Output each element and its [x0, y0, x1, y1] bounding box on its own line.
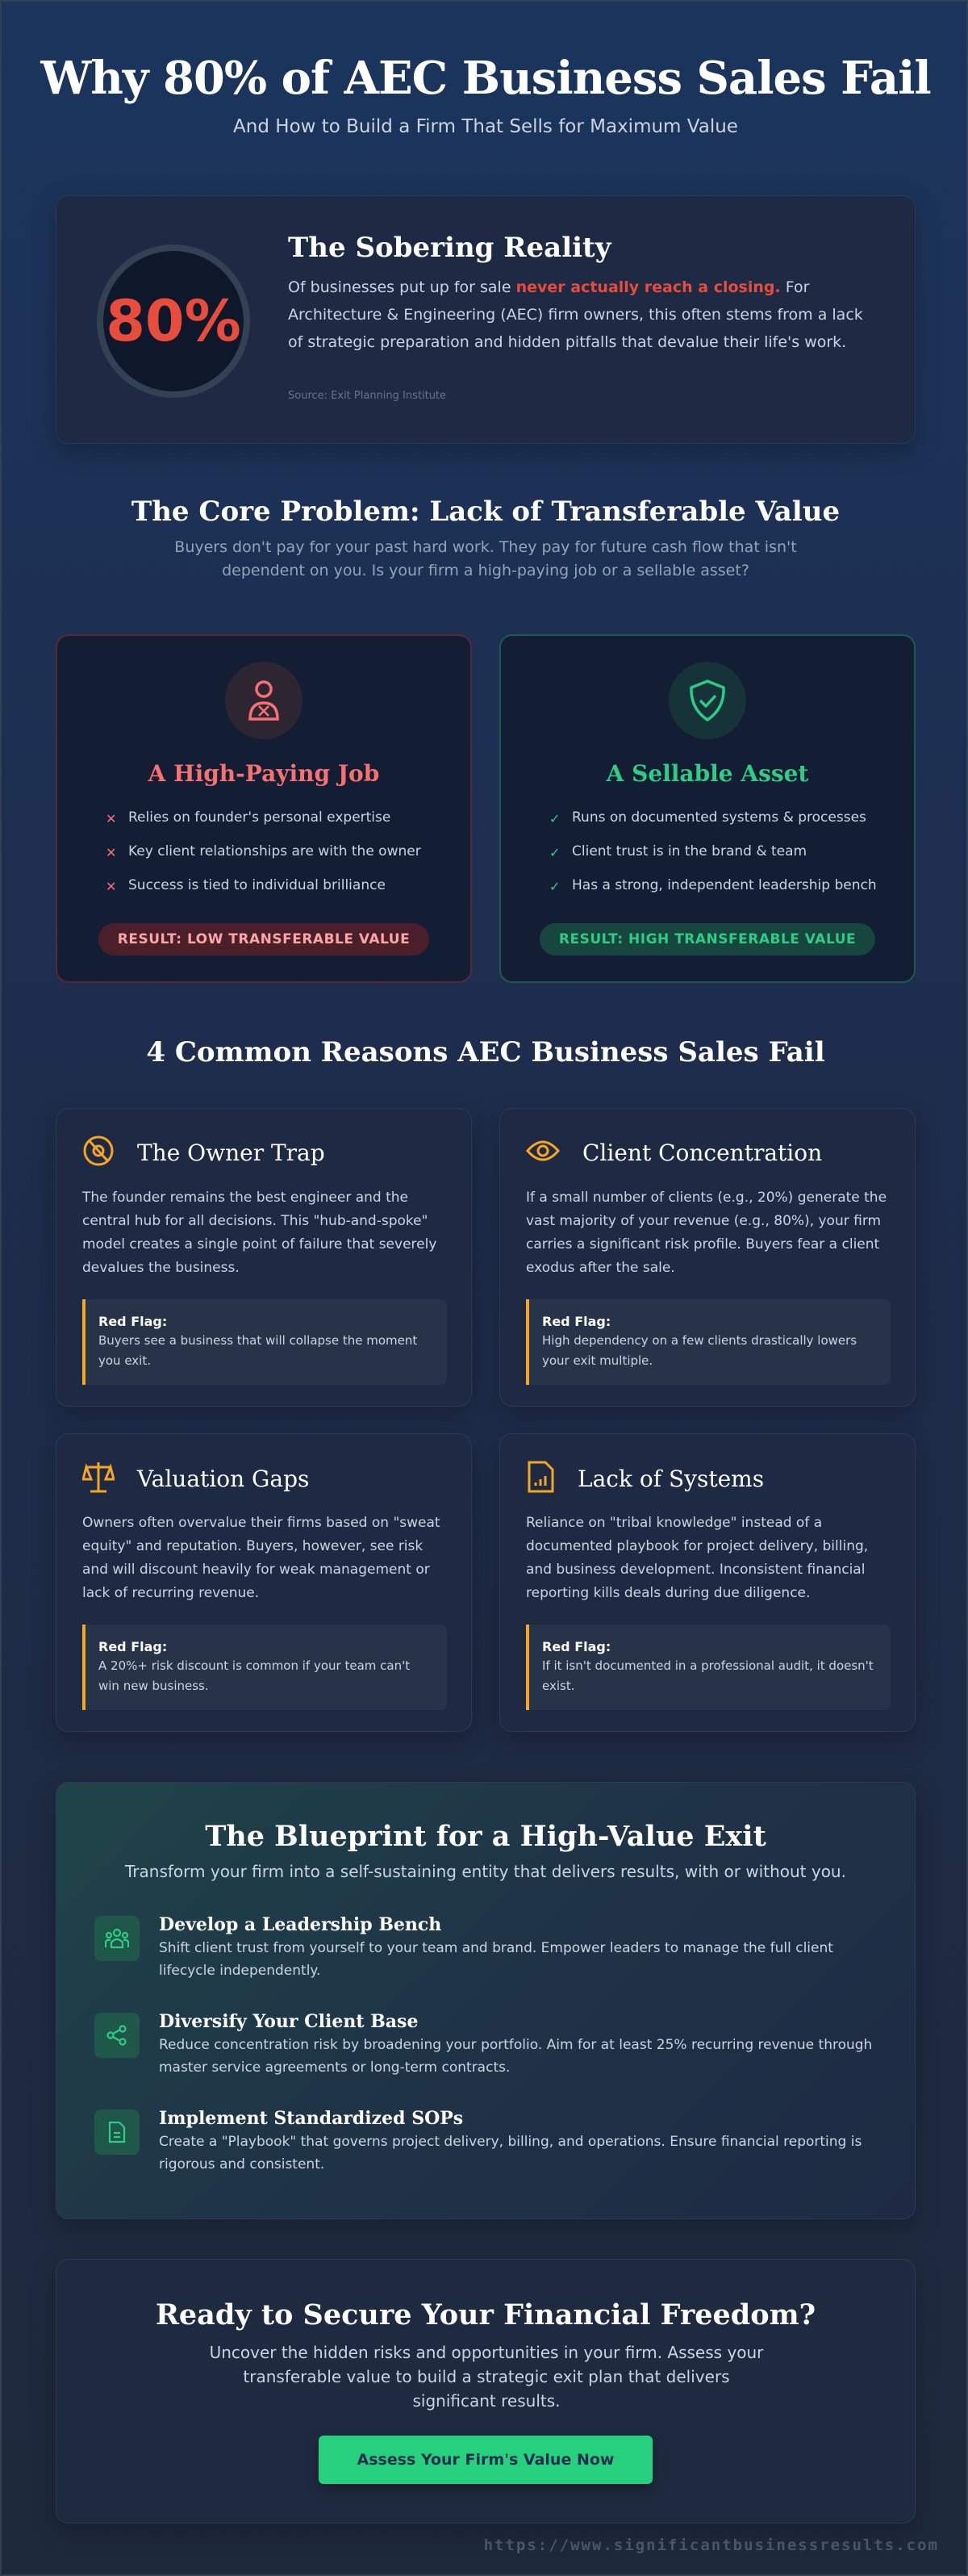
- red-flag-text: If it isn't documented in a professional audit, it doesn't exist.: [542, 1658, 874, 1693]
- red-flag-box: [526, 1299, 891, 1385]
- low-value-badge: RESULT: LOW TRANSFERABLE VALUE: [98, 923, 429, 956]
- item-text: Client trust is in the brand & team: [572, 843, 807, 859]
- x-icon: ✕: [106, 879, 117, 894]
- item-text: Key client relationships are with the owner: [128, 843, 421, 859]
- reason-title: Lack of Systems: [578, 1465, 765, 1492]
- cta-section: [56, 2259, 916, 2524]
- document-chart-icon: [526, 1460, 555, 1497]
- reality-text: [288, 274, 869, 356]
- job-title: A High-Paying Job: [148, 760, 380, 787]
- reason-title: The Owner Trap: [137, 1139, 325, 1166]
- eye-icon: [526, 1135, 560, 1170]
- reason-text: Owners often overvalue their firms based on "sweat equity" and reputation. Buyers, however, see risk and will discount heavily for weak management or lack of recurring revenue.: [82, 1515, 440, 1601]
- person-icon: [225, 662, 302, 739]
- share-icon: [94, 2013, 140, 2058]
- reason-card: [499, 1108, 916, 1407]
- step-title: Develop a Leadership Bench: [159, 1914, 442, 1935]
- red-flag-box: [526, 1625, 891, 1710]
- red-flag-label: Red Flag:: [542, 1314, 611, 1329]
- reason-text: Reliance on "tribal knowledge" instead of a documented playbook for project delivery, billing, and business development. Inconsistent financial reporting kills deals during due diligence.: [526, 1515, 869, 1601]
- step-text: Shift client trust from yourself to your team and brand. Empower leaders to manage the full client lifecycle independently.: [159, 1940, 833, 1979]
- team-icon: [94, 1916, 140, 1961]
- blueprint-step: [94, 2110, 885, 2176]
- list-item: [549, 806, 914, 830]
- website-link[interactable]: https://www.significantbusinessresults.com: [483, 2536, 939, 2554]
- high-paying-job-card: [56, 634, 472, 983]
- reasons-title: 4 Common Reasons AEC Business Sales Fail: [146, 1036, 825, 1068]
- blueprint-section: [56, 1782, 916, 2219]
- red-flag-text: A 20%+ risk discount is common if your team can't win new business.: [98, 1658, 411, 1693]
- reality-text-end: For Architecture & Engineering (AEC) firm owners, this often stems from a lack of strategic preparation and hidden pitfalls that devalue their life's work.: [288, 278, 863, 351]
- reality-title: The Sobering Reality: [288, 232, 611, 264]
- reason-text: The founder remains the best engineer and the central hub for all decisions. This "hub-and-spoke" model creates a single point of failure that severely devalues the business.: [82, 1190, 437, 1276]
- item-text: Runs on documented systems & processes: [572, 809, 866, 826]
- high-value-badge: RESULT: HIGH TRANSFERABLE VALUE: [540, 923, 875, 956]
- target-off-icon: [82, 1135, 115, 1170]
- shield-check-icon: [669, 662, 746, 739]
- source-note: Source: Exit Planning Institute: [288, 390, 447, 402]
- reason-title: Client Concentration: [582, 1139, 823, 1166]
- core-problem-subtitle: Buyers don't pay for your past hard work. They pay for future cash flow that isn't dependent on you. Is your firm a high-paying job or a sellable asset?: [174, 538, 797, 579]
- blueprint-title: The Blueprint for a High-Value Exit: [205, 1820, 766, 1853]
- step-text: Create a "Playbook" that governs project delivery, billing, and operations. Ensure financial reporting is rigorous and consistent.: [159, 2134, 862, 2172]
- blueprint-step: [94, 2013, 885, 2079]
- x-icon: ✕: [106, 811, 117, 826]
- job-list: [106, 806, 470, 898]
- item-text: Relies on founder's personal expertise: [128, 809, 391, 826]
- sellable-asset-card: [499, 634, 916, 983]
- cta-title: Ready to Secure Your Financial Freedom?: [155, 2298, 816, 2331]
- sobering-reality-card: [56, 195, 916, 444]
- list-item: [106, 806, 470, 830]
- step-text: Reduce concentration risk by broadening your portfolio. Aim for at least 25% recurring revenue through master service agreements or long-term contracts.: [159, 2037, 873, 2076]
- page-title: Why 80% of AEC Business Sales Fail: [40, 52, 931, 105]
- item-text: Success is tied to individual brilliance: [128, 877, 386, 893]
- document-icon: [94, 2110, 140, 2155]
- asset-title: A Sellable Asset: [606, 760, 809, 787]
- reason-text: If a small number of clients (e.g., 20%) generate the vast majority of your revenue (e.g., 80%), your firm carries a significant risk profile. Buyers fear a client exodus after the sale.: [526, 1190, 887, 1276]
- reason-card: [499, 1433, 916, 1732]
- red-flag-text: Buyers see a business that will collapse the moment you exit.: [98, 1333, 418, 1368]
- list-item: [549, 840, 914, 864]
- red-flag-box: [82, 1299, 447, 1385]
- list-item: [549, 874, 914, 898]
- blueprint-subtitle: Transform your firm into a self-sustaining entity that delivers results, with or without you.: [125, 1862, 846, 1881]
- red-flag-box: [82, 1625, 447, 1710]
- asset-list: [549, 806, 914, 898]
- red-flag-label: Red Flag:: [98, 1314, 168, 1329]
- red-flag-label: Red Flag:: [98, 1639, 168, 1654]
- reason-title: Valuation Gaps: [137, 1465, 310, 1492]
- core-problem-title: The Core Problem: Lack of Transferable Value: [131, 496, 841, 528]
- blueprint-step: [94, 1916, 885, 1982]
- reality-highlight: never actually reach a closing.: [515, 278, 781, 296]
- step-title: Implement Standardized SOPs: [159, 2108, 464, 2129]
- reason-card: [56, 1108, 472, 1407]
- list-item: [106, 874, 470, 898]
- item-text: Has a strong, independent leadership bench: [572, 877, 877, 893]
- page-subtitle: And How to Build a Firm That Sells for Maximum Value: [233, 116, 738, 137]
- x-icon: ✕: [106, 845, 117, 860]
- assess-value-button[interactable]: Assess Your Firm's Value Now: [319, 2436, 653, 2484]
- stat-circle: 80%: [97, 245, 250, 398]
- check-icon: ✓: [549, 811, 561, 826]
- reason-card: [56, 1433, 472, 1732]
- check-icon: ✓: [549, 845, 561, 860]
- check-icon: ✓: [549, 879, 561, 894]
- red-flag-label: Red Flag:: [542, 1639, 611, 1654]
- cta-text: Uncover the hidden risks and opportunities in your firm. Assess your transferable value to build a strategic exit plan that delivers significant results.: [209, 2343, 764, 2411]
- step-title: Diversify Your Client Base: [159, 2011, 419, 2032]
- list-item: [106, 840, 470, 864]
- reality-text-start: Of businesses put up for sale: [288, 278, 516, 296]
- scales-icon: [82, 1460, 115, 1497]
- red-flag-text: High dependency on a few clients drastically lowers your exit multiple.: [542, 1333, 857, 1368]
